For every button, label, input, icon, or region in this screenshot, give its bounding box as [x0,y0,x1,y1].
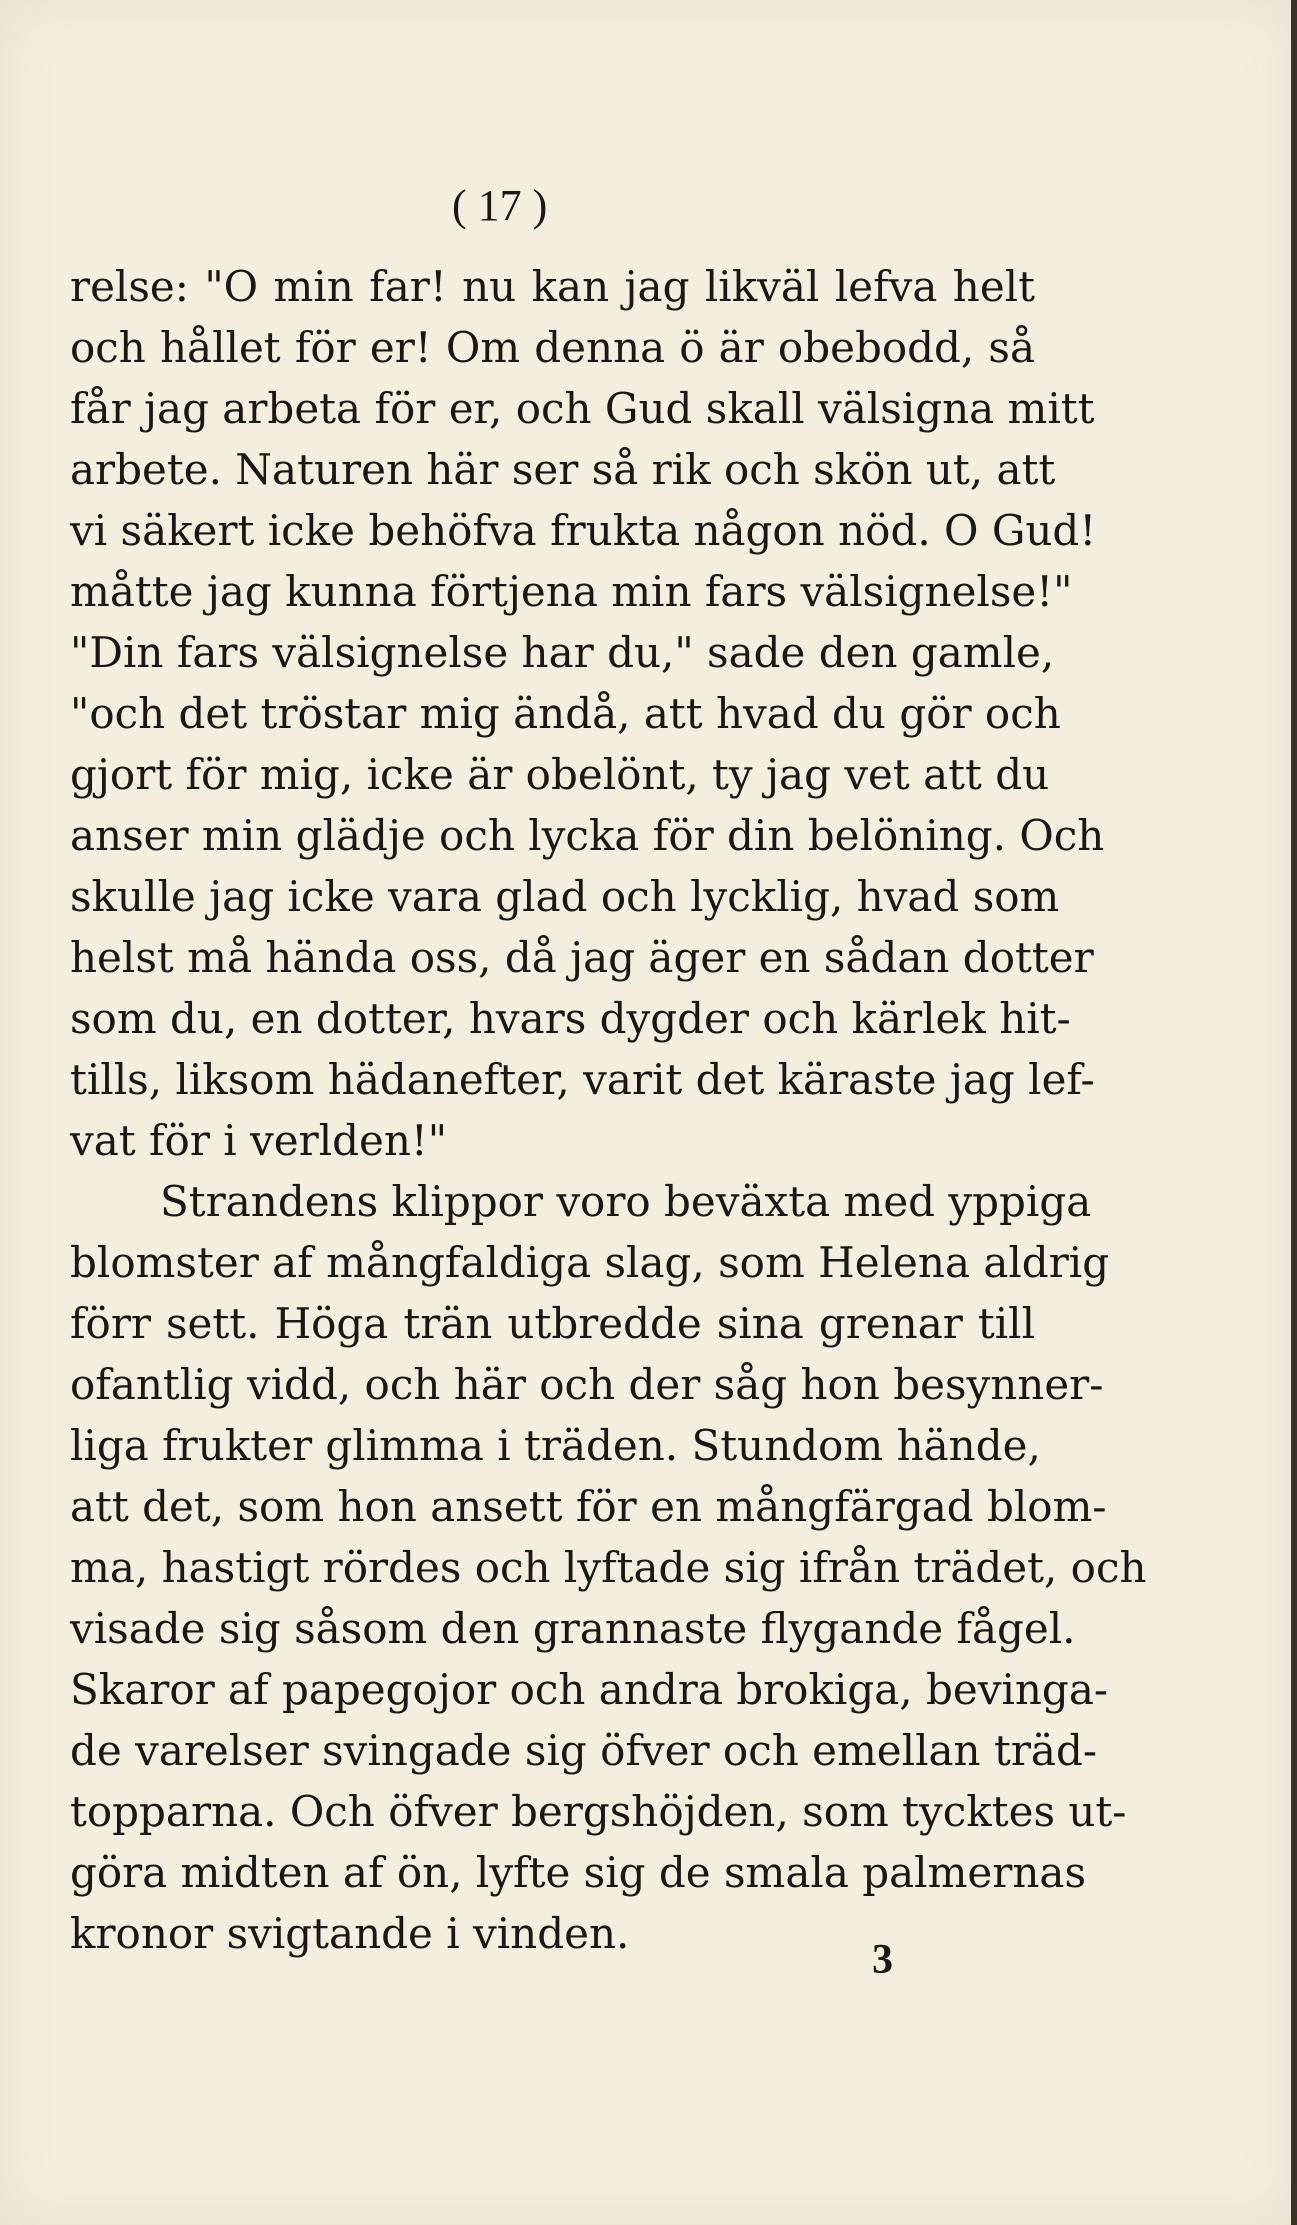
text-line: "och det tröstar mig ändå, att hvad du gör och [70,689,1061,738]
text-line: och hållet för er! Om denna ö är obebodd, så [70,323,1035,372]
text-line: vi säkert icke behöfva frukta någon nöd. O Gud! [70,506,1097,555]
text-line: får jag arbeta för er, och Gud skall välsigna mitt [70,384,1095,433]
text-line: "Din fars välsignelse har du," sade den gamle, [70,628,1055,677]
text-line: måtte jag kunna förtjena min fars välsignelse!" [70,567,1073,616]
text-line: som du, en dotter, hvars dygder och kärlek hit- [70,994,1071,1043]
text-line: helst må hända oss, då jag äger en sådan dotter [70,933,1094,982]
text-line: förr sett. Höga trän utbredde sina grenar till [70,1299,1035,1348]
text-line: visade sig såsom den grannaste flygande fågel. [70,1604,1076,1653]
text-line: kronor svigtande i vinden. [70,1909,630,1958]
text-line: vat för i verlden!" [70,1116,448,1165]
text-line: blomster af mångfaldiga slag, som Helena aldrig [70,1238,1110,1287]
text-line: gjort för mig, icke är obelönt, ty jag vet att du [70,750,1050,799]
text-line: tills, liksom hädanefter, varit det käraste jag lef- [70,1055,1095,1104]
text-line: ofantlig vidd, och här och der såg hon besynner- [70,1360,1104,1409]
text-line: arbete. Naturen här ser så rik och skön ut, att [70,445,1056,494]
signature-mark: 3 [872,1937,893,1983]
page-number: ( 17 ) [452,181,548,230]
text-line: Strandens klippor voro beväxta med yppiga [160,1177,1092,1226]
text-line: anser min glädje och lycka för din belöning. Och [70,811,1105,860]
text-line: göra midten af ön, lyfte sig de smala palmernas [70,1848,1086,1897]
text-line: Skaror af papegojor och andra brokiga, bevinga- [70,1665,1109,1714]
text-line: skulle jag icke vara glad och lycklig, hvad som [70,872,1060,921]
text-line: topparna. Och öfver bergshöjden, som tycktes ut- [70,1787,1127,1836]
text-line: de varelser svingade sig öfver och emellan träd- [70,1726,1098,1775]
text-line: liga frukter glimma i träden. Stundom hände, [70,1421,1041,1470]
page-edge [1291,0,1297,2225]
text-line: att det, som hon ansett för en mångfärgad blom- [70,1482,1107,1531]
text-line: relse: "O min far! nu kan jag likväl lefva helt [70,262,1035,311]
text-line: ma, hastigt rördes och lyftade sig ifrån trädet, och [70,1543,1147,1592]
